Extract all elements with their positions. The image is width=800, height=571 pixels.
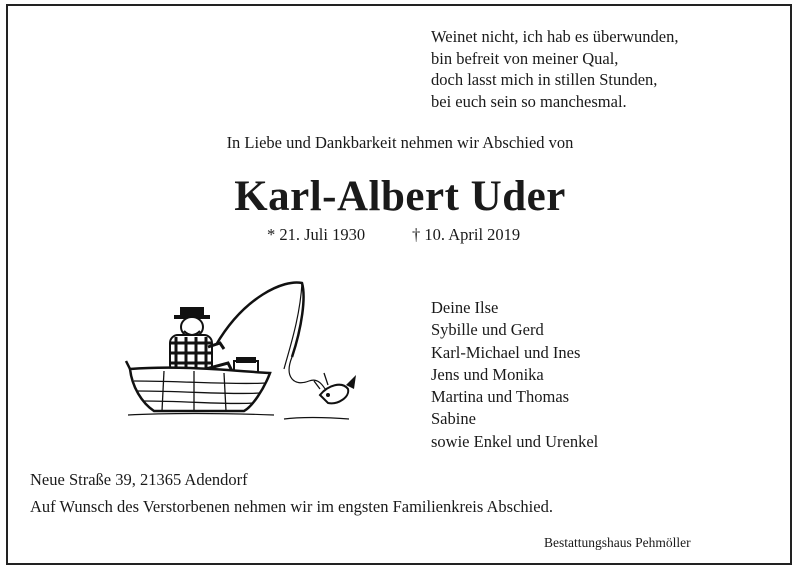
family-list [431,297,598,453]
family-member: sowie Enkel und Urenkel [431,431,599,451]
death-date: † 10. April 2019 [412,225,521,244]
birth-date: * 21. Juli 1930 [267,225,366,244]
family-member: Sabine [431,409,476,429]
farewell-note: Auf Wunsch des Verstorbenen nehmen wir im engsten Familienkreis Abschied. [30,497,553,516]
family-member: Karl-Michael und Ines [431,342,581,362]
funeral-home: Bestattungshaus Pehmöller [544,535,691,550]
intro-text: In Liebe und Dankbarkeit nehmen wir Abschied von [226,133,574,152]
poem-line: doch lasst mich in stillen Stunden, [431,70,658,89]
poem [431,26,678,112]
poem-line: Weinet nicht, ich hab es überwunden, [431,27,679,46]
poem-line: bin befreit von meiner Qual, [431,48,619,68]
fisherman-in-boat-icon [124,277,364,427]
family-member: Jens und Monika [431,364,544,384]
family-member: Deine Ilse [431,298,499,317]
family-member: Martina und Thomas [431,387,570,407]
poem-line: bei euch sein so manchesmal. [431,91,627,111]
deceased-name: Karl-Albert Uder [234,173,566,220]
family-member: Sybille und Gerd [431,320,544,340]
address: Neue Straße 39, 21365 Adendorf [30,470,248,489]
